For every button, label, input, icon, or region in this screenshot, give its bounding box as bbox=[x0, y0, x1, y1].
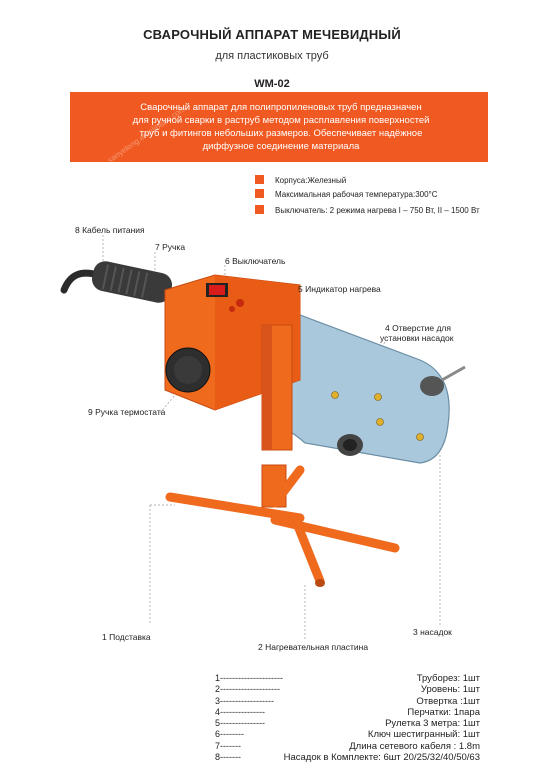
list-item: Перчатки: 1пара bbox=[407, 706, 480, 718]
list-item: Насадок в Комплекте: 6шт 20/25/32/40/50/63 bbox=[283, 752, 480, 764]
description-line: диффузное соединение материала bbox=[202, 141, 360, 152]
description-line: труб и фитингов небольших размеров. Обеспечивает надёжное bbox=[139, 128, 423, 139]
list-item: 5--------------- bbox=[215, 718, 265, 729]
list-item: Ключ шестигранный: 1шт bbox=[367, 729, 480, 741]
list-item: 4--------------- bbox=[215, 706, 265, 717]
bullet-square-icon bbox=[255, 189, 264, 198]
model-number: WM-02 bbox=[254, 78, 290, 90]
callout-switch: 6 Выключатель bbox=[225, 256, 286, 266]
list-item: 2-------------------- bbox=[215, 684, 280, 695]
description-line: для ручной сварки в раструб методом расплавления поверхностей bbox=[132, 115, 430, 126]
page-title: СВАРОЧНЫЙ АППАРАТ МЕЧЕВИДНЫЙ bbox=[143, 27, 401, 42]
list-item: Длина сетевого кабеля : 1.8m bbox=[349, 740, 480, 752]
spec-text: Корпуса:Железный bbox=[275, 176, 347, 185]
watermark: sanyeleng.en.alibaba.com bbox=[105, 104, 188, 165]
list-item: Отвертка :1шт bbox=[416, 695, 480, 707]
list-item: Труборез: 1шт bbox=[416, 673, 480, 684]
bullet-square-icon bbox=[255, 175, 264, 184]
indicator-light-icon bbox=[236, 299, 244, 307]
callout-nozzles: 3 насадок bbox=[413, 627, 452, 637]
power-switch-icon bbox=[209, 285, 225, 295]
list-item: 1--------------------- bbox=[215, 673, 283, 683]
indicator-light-icon bbox=[229, 306, 235, 312]
callout-thermostat-knob: 9 Ручка термостата bbox=[88, 407, 166, 417]
bullet-square-icon bbox=[255, 205, 264, 214]
list-item: 6-------- bbox=[215, 729, 244, 740]
welding-machine-illustration bbox=[0, 215, 544, 655]
callout-nozzle-hole-2: установки насадок bbox=[380, 333, 454, 343]
list-item: Рулетка 3 метра: 1шт bbox=[385, 718, 480, 730]
callout-heating-plate: 2 Нагревательная пластина bbox=[258, 642, 369, 652]
stand-leg-end bbox=[315, 579, 325, 587]
list-item: 3------------------ bbox=[215, 695, 274, 706]
callout-nozzle-hole: 4 Отверстие для bbox=[385, 323, 451, 333]
nozzle-hole bbox=[343, 439, 357, 451]
spec-text: Выключатель: 2 режима нагрева I – 750 Вт, II – 1500 Вт bbox=[275, 206, 480, 215]
spec-text: Максимальная рабочая температура:300°C bbox=[275, 190, 438, 199]
list-item: Уровень: 1шт bbox=[420, 684, 480, 696]
list-item: 7------- bbox=[215, 740, 241, 751]
accessories-list bbox=[284, 673, 480, 763]
mounting-bolt bbox=[442, 367, 465, 380]
grip-handle bbox=[90, 259, 174, 305]
callout-stand: 1 Подставка bbox=[102, 632, 151, 642]
numbered-list bbox=[215, 673, 283, 763]
mount-post-shade bbox=[262, 325, 272, 450]
page-subtitle: для пластиковых труб bbox=[215, 50, 329, 62]
list-item: 8------- bbox=[215, 752, 241, 763]
spare-nozzle bbox=[420, 376, 444, 396]
callout-power-cable: 8 Кабель питания bbox=[75, 225, 145, 235]
callout-heat-indicator: 5 Индикатор нагрева bbox=[298, 284, 381, 294]
description-line: Сварочный аппарат для полипропиленовых труб предназначен bbox=[140, 102, 422, 113]
thermostat-knob-center bbox=[174, 356, 202, 384]
callout-handle: 7 Ручка bbox=[155, 242, 186, 252]
